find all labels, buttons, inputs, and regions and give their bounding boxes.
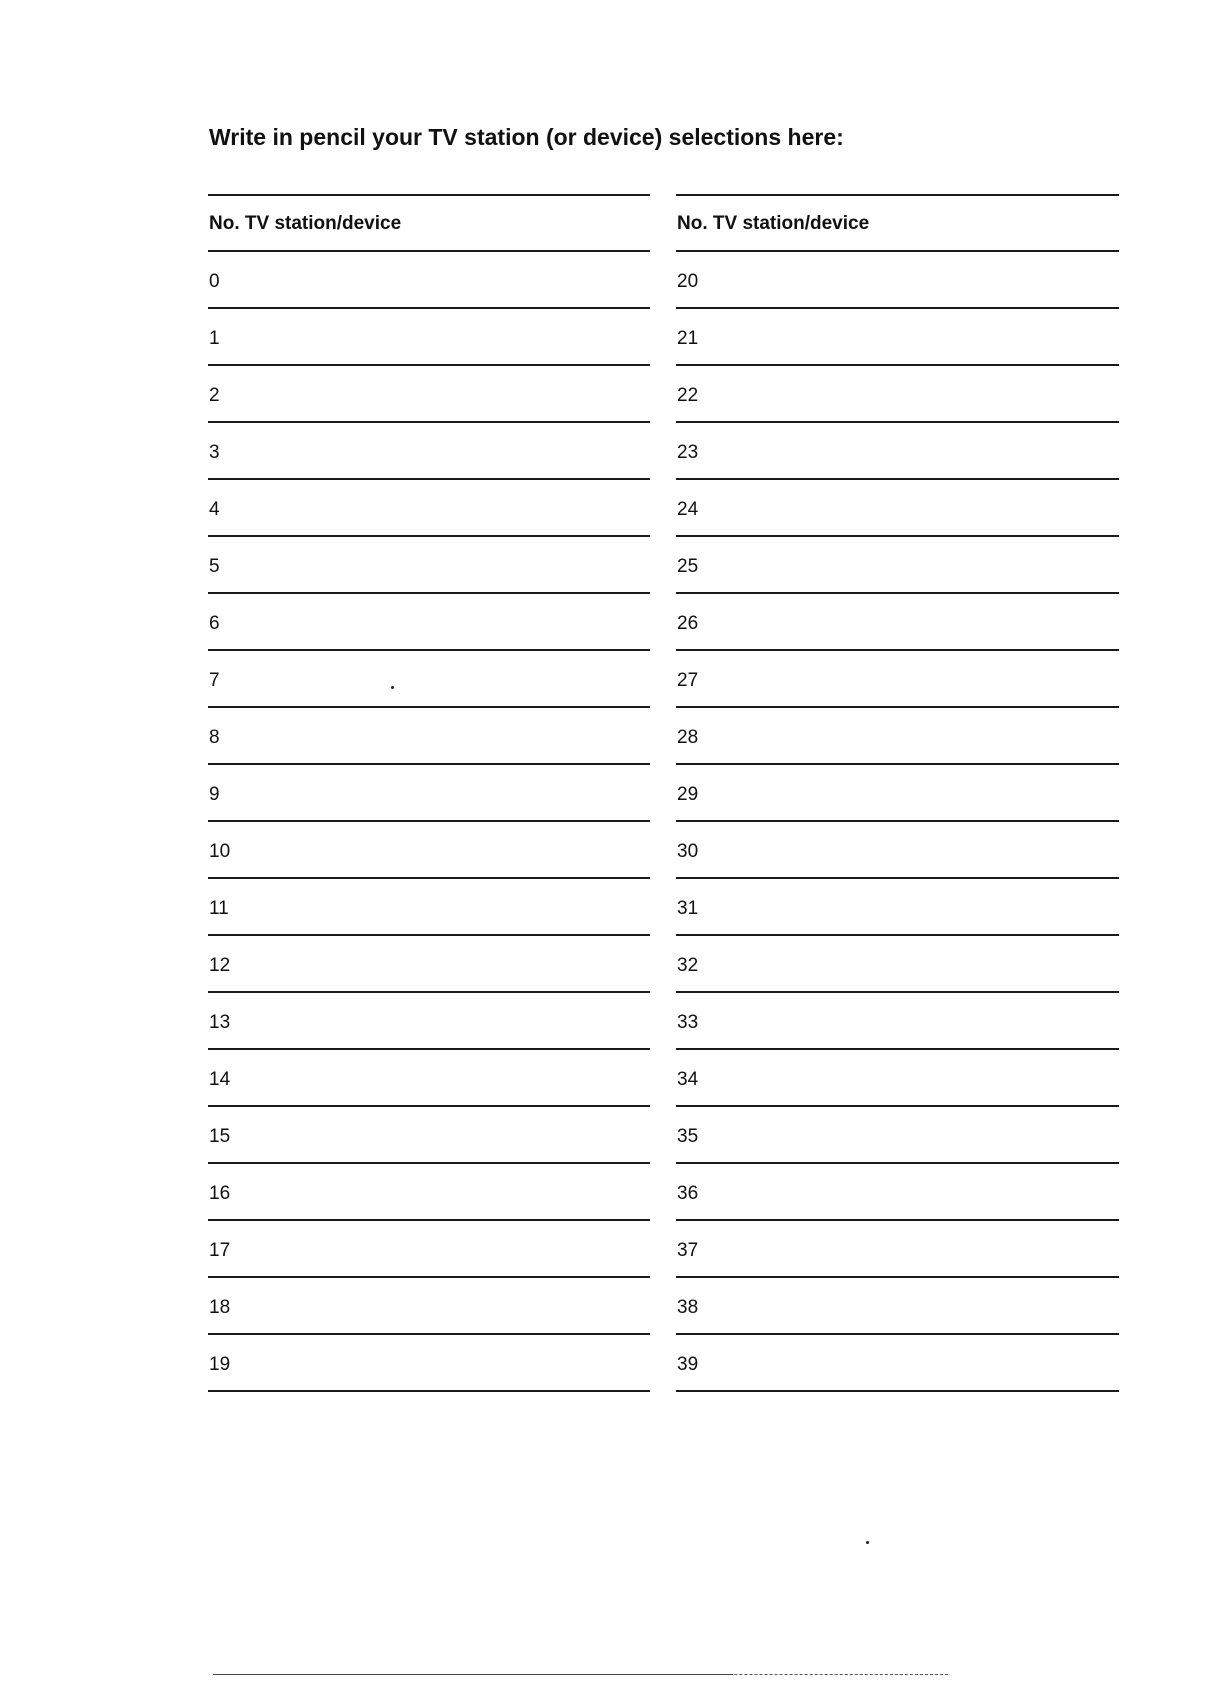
station-number: 18 (209, 1297, 231, 1318)
station-entry-row[interactable] (676, 651, 1119, 708)
column-header: No. TV station/device (676, 196, 1119, 252)
station-number: 5 (209, 556, 220, 577)
station-list-left (208, 194, 650, 1392)
station-entry-row[interactable] (208, 936, 650, 993)
station-number: 23 (677, 442, 699, 463)
station-number: 14 (209, 1069, 231, 1090)
station-number: 8 (209, 727, 220, 748)
speck-mark (866, 1541, 869, 1544)
footer-rule (213, 1674, 733, 1675)
station-entry-row[interactable] (676, 1164, 1119, 1221)
station-number: 35 (677, 1126, 699, 1147)
station-number: 28 (677, 727, 699, 748)
station-number: 19 (209, 1354, 231, 1375)
station-entry-row[interactable] (208, 1107, 650, 1164)
station-number: 13 (209, 1012, 231, 1033)
station-number: 6 (209, 613, 220, 634)
station-entry-row[interactable] (676, 1221, 1119, 1278)
station-number: 38 (677, 1297, 699, 1318)
station-number: 20 (677, 271, 699, 292)
station-number: 32 (677, 955, 699, 976)
station-number: 11 (209, 898, 229, 919)
station-entry-row[interactable] (208, 594, 650, 651)
station-number: 4 (209, 499, 220, 520)
station-entry-row[interactable] (676, 480, 1119, 537)
station-entry-row[interactable] (208, 822, 650, 879)
station-number: 16 (209, 1183, 231, 1204)
station-number: 21 (677, 328, 699, 349)
page-title: Write in pencil your TV station (or device) selections here: (209, 124, 844, 150)
station-number: 29 (677, 784, 699, 805)
station-number: 24 (677, 499, 699, 520)
station-number: 30 (677, 841, 699, 862)
station-number: 2 (209, 385, 220, 406)
station-entry-row[interactable] (208, 537, 650, 594)
station-entry-row[interactable] (676, 765, 1119, 822)
station-entry-row[interactable] (208, 879, 650, 936)
station-list-right (676, 194, 1119, 1392)
station-number: 17 (209, 1240, 231, 1261)
station-number: 10 (209, 841, 231, 862)
station-number: 34 (677, 1069, 699, 1090)
station-entry-row[interactable] (208, 1164, 650, 1221)
station-entry-row[interactable] (208, 366, 650, 423)
station-number: 3 (209, 442, 220, 463)
station-entry-row[interactable] (676, 1107, 1119, 1164)
station-entry-row[interactable] (676, 879, 1119, 936)
station-entry-row[interactable] (208, 1221, 650, 1278)
station-entry-row[interactable] (208, 252, 650, 309)
station-entry-row[interactable] (676, 993, 1119, 1050)
station-number: 9 (209, 784, 220, 805)
speck-mark (391, 686, 394, 689)
station-number: 22 (677, 385, 699, 406)
station-entry-row[interactable] (208, 309, 650, 366)
station-number: 15 (209, 1126, 231, 1147)
station-entry-row[interactable] (676, 1050, 1119, 1107)
station-entry-row[interactable] (208, 480, 650, 537)
station-entry-row[interactable] (208, 1335, 650, 1392)
station-entry-row[interactable] (208, 1050, 650, 1107)
station-number: 25 (677, 556, 699, 577)
station-entry-row[interactable] (676, 423, 1119, 480)
station-entry-row[interactable] (208, 765, 650, 822)
station-number: 33 (677, 1012, 699, 1033)
station-entry-row[interactable] (676, 309, 1119, 366)
station-entry-row[interactable] (676, 252, 1119, 309)
station-entry-row[interactable] (208, 651, 650, 708)
station-entry-row[interactable] (676, 822, 1119, 879)
station-entry-row[interactable] (676, 537, 1119, 594)
station-number: 7 (209, 670, 220, 691)
station-entry-row[interactable] (676, 1278, 1119, 1335)
station-entry-row[interactable] (208, 993, 650, 1050)
station-number: 36 (677, 1183, 699, 1204)
station-number: 12 (209, 955, 231, 976)
station-number: 0 (209, 271, 220, 292)
station-number: 37 (677, 1240, 699, 1261)
station-entry-row[interactable] (676, 366, 1119, 423)
station-entry-row[interactable] (208, 423, 650, 480)
station-entry-row[interactable] (676, 708, 1119, 765)
station-entry-row[interactable] (676, 1335, 1119, 1392)
station-number: 1 (209, 328, 220, 349)
station-entry-row[interactable] (208, 708, 650, 765)
station-entry-row[interactable] (676, 594, 1119, 651)
station-number: 27 (677, 670, 699, 691)
station-entry-row[interactable] (208, 1278, 650, 1335)
station-entry-row[interactable] (676, 936, 1119, 993)
station-number: 31 (677, 898, 699, 919)
column-header: No. TV station/device (208, 196, 650, 252)
station-number: 26 (677, 613, 699, 634)
station-number: 39 (677, 1354, 699, 1375)
